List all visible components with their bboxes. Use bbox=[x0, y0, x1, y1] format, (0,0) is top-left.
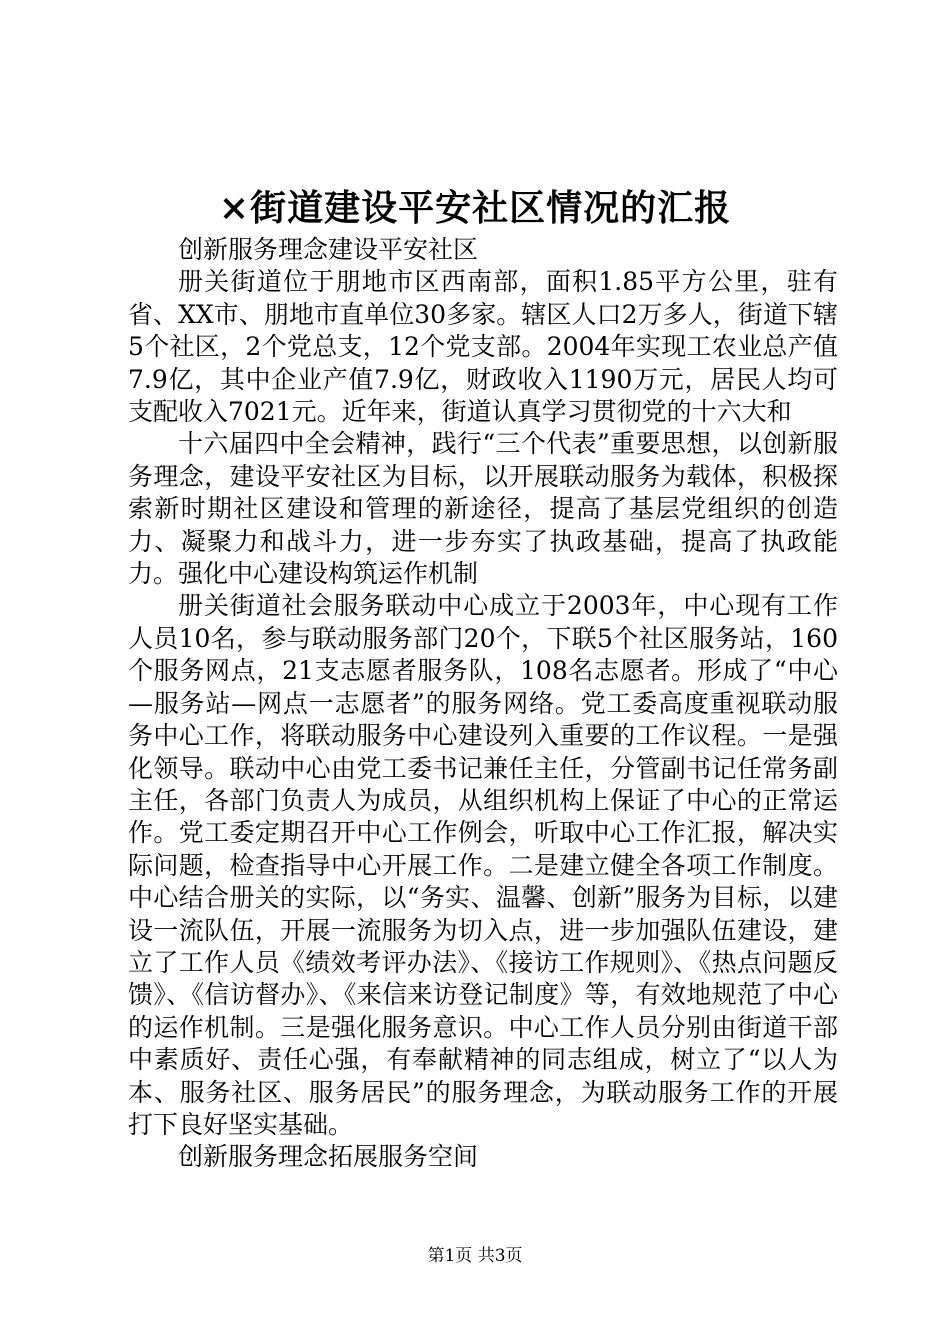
section-heading-1: 创新服务理念建设平安社区 bbox=[178, 235, 479, 264]
body-paragraph-3: 册关街道社会服务联动中心成立于2003年，中心现有工作人员10名，参与联动服务部门20个，下联5个社区服务站，160个服务网点，21支志愿者服务队，108名志愿者。形成了“中心—服务站—网点一志愿者”的服务网络。党工委高度重视联动服务中心工作，将联动服务中心建设列入重要的工作议程。一是强化领导。联动中心由党工委书记兼任主任，分管副书记任常务副主任，各部门负责人为成员，从组织机构上保证了中心的正常运作。党工委定期召开中心工作例会，听取中心工作汇报，解决实际问题，检查指导中心开展工作。二是建立健全各项工作制度。中心结合册关的实际，以“务实、温馨、创新”服务为目标，以建设一流队伍，开展一流服务为切入点，进一步加强队伍建设，建立了工作人员《绩效考评办法》、《接访工作规则》、《热点问题反馈》、《信访督办》、《来信来访登记制度》等，有效地规范了中心的运作机制。三是强化服务意识。中心工作人员分别由街道干部中素质好、责任心强，有奉献精神的同志组成，树立了“以人为本、服务社区、服务居民”的服务理念，为联动服务工作的开展打下良好坚实基础。 bbox=[128, 591, 838, 1139]
page-footer: 第1页 共3页 bbox=[427, 1246, 523, 1266]
body-paragraph-2: 十六届四中全会精神，践行“三个代表”重要思想，以创新服务理念，建设平安社区为目标，以开展联动服务为载体，积极探索新时期社区建设和管理的新途径，提高了基层党组织的创造力、凝聚力和战斗力，进一步夯实了执政基础，提高了执政能力。强化中心建设构筑运作机制 bbox=[128, 429, 838, 589]
section-heading-2: 创新服务理念拓展服务空间 bbox=[178, 1142, 479, 1172]
document-title: ×街道建设平安社区情况的汇报 bbox=[218, 187, 732, 229]
body-paragraph-1: 册关街道位于朋地市区西南部，面积1.85平方公里，驻有省、XX市、朋地市直单位30多家。辖区人口2万多人，街道下辖5个社区，2个党总支，12个党支部。2004年实现工农业总产值7.9亿，其中企业产值7.9亿，财政收入1190万元，居民人均可支配收入7021元。近年来，街道认真学习贯彻党的十六大和 bbox=[128, 267, 838, 427]
document-body bbox=[128, 234, 838, 1174]
